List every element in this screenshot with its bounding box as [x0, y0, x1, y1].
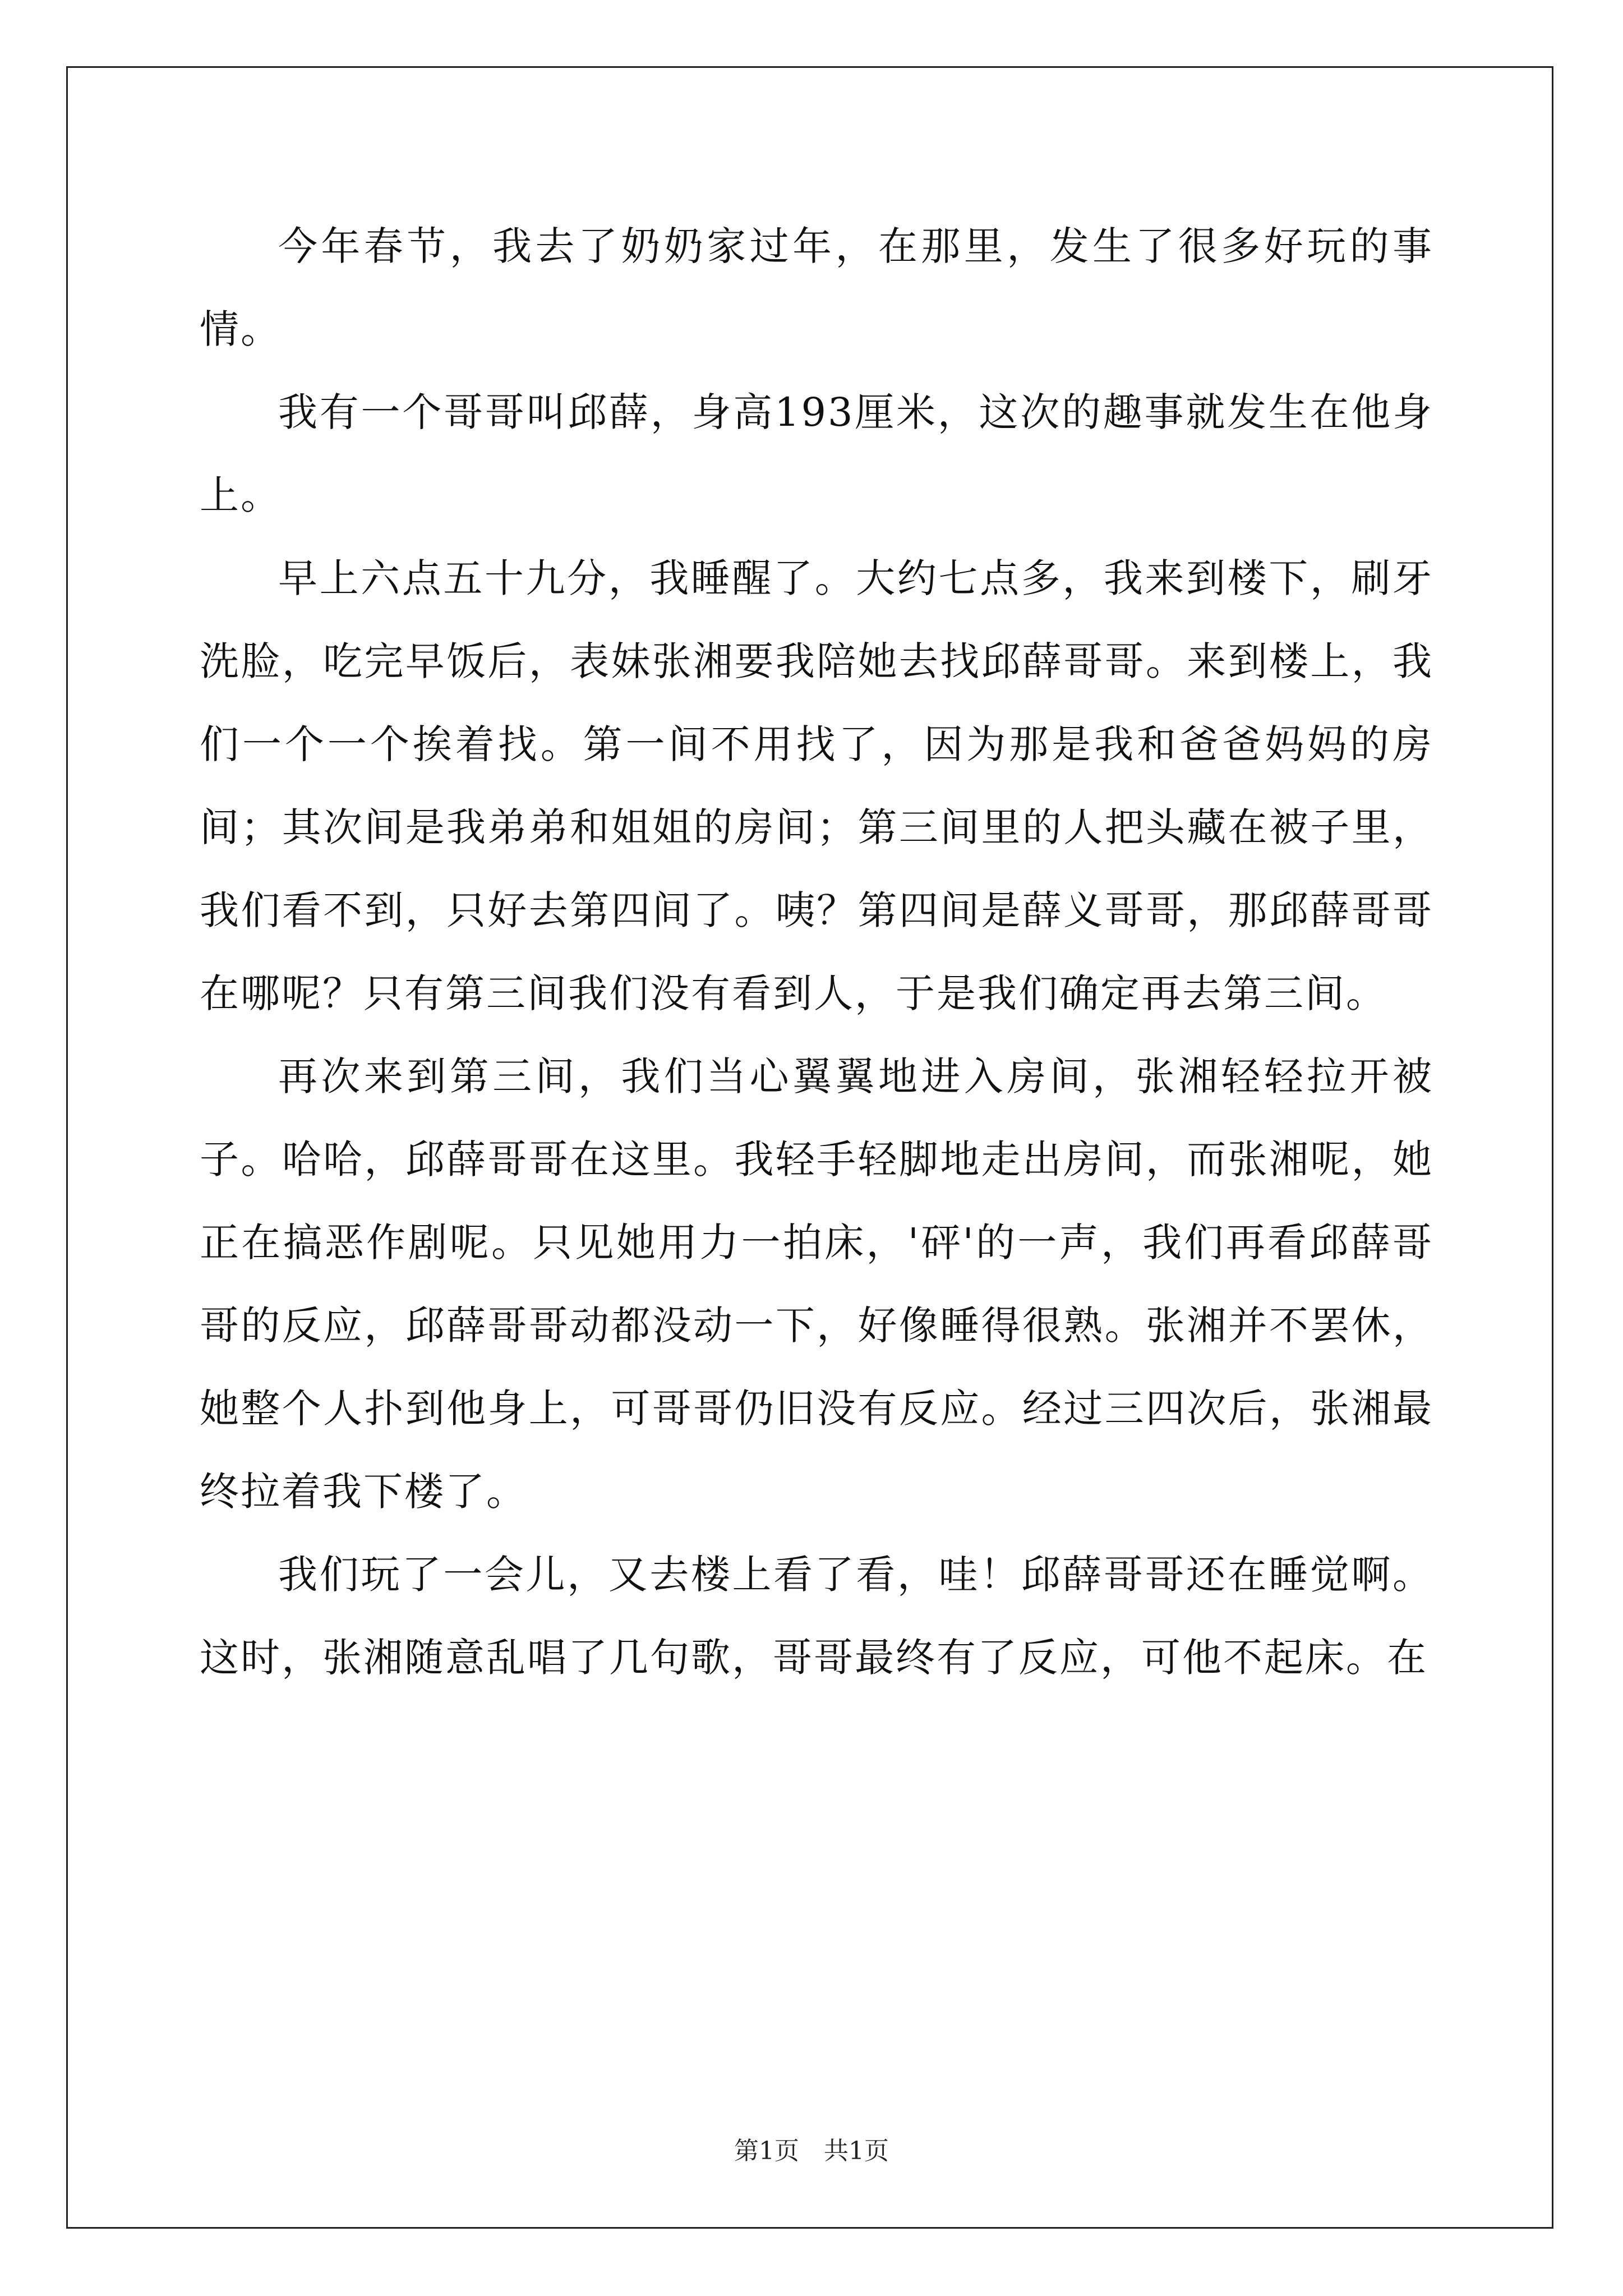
page-footer: 第1页 共1页 — [734, 2137, 889, 2165]
paragraph-4: 再次来到第三间，我们当心翼翼地进入房间，张湘轻轻拉开被子。哈哈，邱薛哥哥在这里。我轻手轻脚地走出房间，而张湘呢，她正在搞恶作剧呢。只见她用力一拍床，'砰'的一声，我们再看邱薛哥哥的反应，邱薛哥哥动都没动一下，好像睡得很熟。张湘并不罢休，她整个人扑到他身上，可哥哥仍旧没有反应。经过三四次后，张湘最终拉着我下楼了。 — [200, 1053, 1433, 1515]
paragraph-2: 我有一个哥哥叫邱薛，身高193厘米，这次的趣事就发生在他身上。 — [200, 389, 1433, 518]
paragraph-1: 今年春节，我去了奶奶家过年，在那里，发生了很多好玩的事情。 — [200, 223, 1433, 352]
paragraph-5: 我们玩了一会儿，又去楼上看了看，哇！邱薛哥哥还在睡觉啊。这时，张湘随意乱唱了几句歌，哥哥最终有了反应，可他不起床。在 — [200, 1552, 1433, 1681]
document-body — [200, 205, 1433, 1699]
paragraph-3: 早上六点五十九分，我睡醒了。大约七点多，我来到楼下，刷牙洗脸，吃完早饭后，表妹张湘要我陪她去找邱薛哥哥。来到楼上，我们一个一个挨着找。第一间不用找了，因为那是我和爸爸妈妈的房间；其次间是我弟弟和姐姐的房间；第三间里的人把头藏在被子里，我们看不到，只好去第四间了。咦？第四间是薛义哥哥，那邱薛哥哥在哪呢？只有第三间我们没有看到人，于是我们确定再去第三间。 — [200, 555, 1433, 1016]
